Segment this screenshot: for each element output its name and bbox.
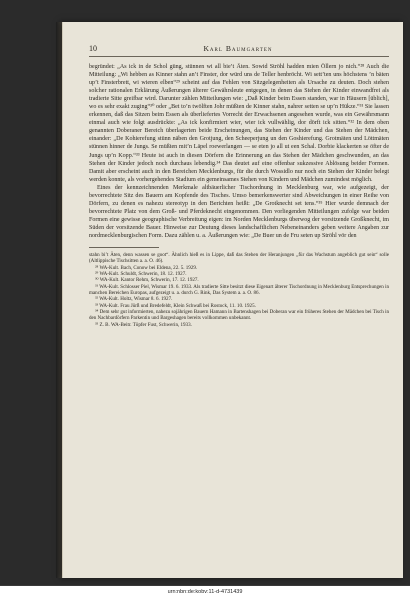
paragraph: Eines der kennzeichnenden Merkmale altbäuerlicher Tischordnung in Mecklenburg war, wie aufgezeigt, der bevorrechtete Sitz des Bauern am Kopfende des Tisches. Umso bemerkenswerter sind Abweichungen in einer Reihe von Dörfern, zu denen es nahezu stereotyp in den Berichten heißt: „De Grotknecht set tens.“³⁵ Hier wurde demnach der bevorrechtete Platz von dem Groß- und Pferdeknecht eingenommen. Den vorliegenden Mitteilungen zufolge war beiden Formen eine gewisse geographische Verbreitung eigen: im Norden Mecklenburgs überwog der vorsitzende Großknecht, im Süden der vorsitzende Bauer. Hinweise zur Deutung dieses landschaftlichen Nebeneinanders geben weitere Angaben zur nordmecklenburgischen Form. Dazu zählen u. a. Äußerungen wie: „De Buer un de Fru seten up Ströhl vör den	[89, 184, 389, 239]
footnote: ²⁸ WA-Kult. Bach, Conow bei Eldena, 22. 5. 1929.	[95, 264, 198, 271]
footnotes	[89, 252, 389, 328]
footnote: ³⁰ WA-Kult. Kantor Rehm, Schwerin, 17. 12. 1927.	[95, 277, 199, 284]
page-content	[89, 44, 389, 328]
footnote: ³¹ WA-Kult. Schlosser Piel, Wismar 19. 6. 1933. Als tradierte Sitte besitzt diese Eigenart älterer Tischordnung in Mecklenburg Entsprechungen in manchen Bereichen Europas, aufgezeigt u. a. durch G. Rink, Das System a. a. O. 86.	[89, 283, 389, 297]
running-head	[89, 44, 389, 57]
book-page	[62, 22, 403, 578]
footnote-rule	[89, 247, 159, 248]
footnote: ³⁴ Dem sehr gut informierten, nahezu sojährigen Bauern Hamann in Bartenshagen bei Doberan war ein früheres Stehen der Mädchen bei Tisch in den Nachbardörfern Parkentin und Bargeshagen bereits vollkommen unbekannt.	[89, 309, 389, 322]
footnote: ³⁵ Z. B. WA-Beitr. Töpfer Fust, Schwerin, 1933.	[95, 321, 192, 328]
body-text	[89, 63, 389, 240]
footnote: ³³ WA-Kult. Frau Jürß und Bredefeldt, Klein Schwaß bei Rostock, 11. 10. 1925.	[95, 302, 256, 309]
page-number: 10	[89, 44, 97, 53]
footnote: stahn bi’t Äten, denn wassen se goot“. Ähnlich hieß es in Lippe, daß das Stehen der Heranjungen „für das Wachstum angeblich gut sein“ solle (Altlippische Tischsitten a. a. O. 46).	[89, 252, 389, 265]
footnote: ³² WA-Kult. Holtz, Wismar 8. 6. 1927.	[95, 296, 173, 303]
paragraph: begründet: „As ick in de Schol güng, stünnen wi all bie’t Äten. Sowid Ströhl hadden mien Öllern jo nich.“²⁸ Auch die Mitteilung: „Wi hebben as Kinner stahn an’t Finster, dor würd uns de Teller henbröcht. Wi sett’ten uns höchstens ’n bäten up’t Finsterbrett, wi wieren elben“²⁹ scheint auf das Fehlen von Sitzgelegenheiten als Ursache zu deuten. Doch stehen solcher rationalen Erklärung Äußerungen älterer Gewährsleute entgegen, in denen das Stehen der Kinder einwandfrei als tradierte Sitte greifbar wird. Darunter zählen Mitteilungen wie: „Daß Kinder beim Essen standen, war in Häusern [üblich], wo es sehr exakt zuging“³⁰ oder „Bet to’n twölften Johr müßten de Kinner stahn, nahrer setten se up’n Hükze.“³¹ Sie lassen erkennen, daß das Sitzen beim Essen als überliefertes Vorrecht der Erwachsenen angesehen wurde, was ein Gewährsmann einmal auch wie folgt ausdrückte: „As ick konfirmiert wier, wier ick vullwählig, dor dörft ick sitten.“³² In dem oben genannten Doberaner Bereich überlagerten beide Erscheinungen, das Stehen der Kinder und das Stehen der Mädchen, einander: „De Kohierefung stünn näben den Grotjung, den Scheeperjung un den Goshierefung. Grotmäten und Löttmäten stünnen hinner de Jungs. Se müßten mit’n Läpel roewerlangen — se eten jo all ut een Schal. Dorbie klackerten se öfter de Jungs up’n Kopp.“³³ Heute ist auch in diesen Dörfern die Erinnerung an das Stehen der Mädchen geschwunden, an das Stehen der Kinder jedoch noch durchaus lebendig.³⁴ Das deutet auf eine offenbar sukzessive Ablösung beider Formen. Damit aber erscheint auch in den Bereichen Mecklenburgs, für die durch Wossidlo nur noch ein Stehen der Kinder belegt werden konnte, als vorhergehendes Stadium ein gemeinsames Stehen von Kindern und Mädchen zumindest möglich.	[89, 64, 389, 183]
footnote: ²⁹ WA-Kult. Schuldt, Schwerin, 18. 12. 1927.	[95, 271, 187, 278]
urn-identifier: urn:nbn:de:kobv:11-d-4731439	[0, 586, 410, 599]
running-head-author: Karl Baumgarten	[203, 44, 273, 53]
